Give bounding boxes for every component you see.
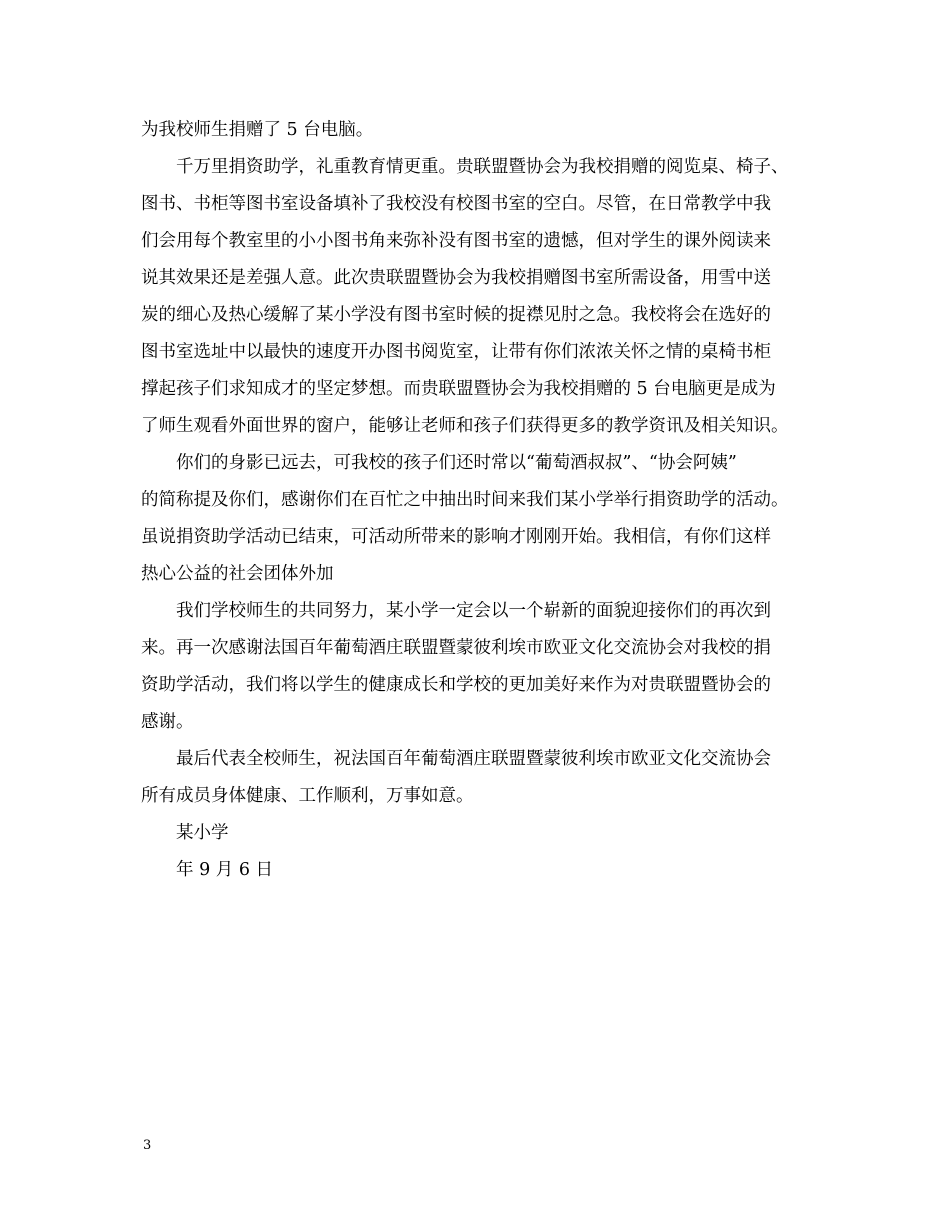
text-line: 所有成员身体健康、工作顺利，万事如意。 — [141, 786, 474, 806]
paragraph-start-line: 你们的身影已远去，可我校的孩子们还时常以“葡萄酒叔叔”、“协会阿姨” — [176, 453, 737, 473]
text-line: 图书室选址中以最快的速度开办图书阅览室，让带有你们浓浓关怀之情的桌椅书柜 — [141, 342, 771, 362]
text-line: 为我校师生捐赠了 5 台电脑。 — [141, 120, 374, 140]
text-line: 图书、书柜等图书室设备填补了我校没有校图书室的空白。尽管，在日常教学中我 — [141, 194, 771, 214]
page-number: 3 — [143, 1138, 152, 1153]
paragraph-start-line: 最后代表全校师生，祝法国百年葡萄酒庄联盟暨蒙彼利埃市欧亚文化交流协会 — [176, 749, 771, 769]
text-line: 说其效果还是差强人意。此次贵联盟暨协会为我校捐赠图书室所需设备，用雪中送 — [141, 268, 771, 288]
text-line: 来。再一次感谢法国百年葡萄酒庄联盟暨蒙彼利埃市欧亚文化交流协会对我校的捐 — [141, 638, 771, 658]
paragraph-start-line: 千万里捐资助学，礼重教育情更重。贵联盟暨协会为我校捐赠的阅览桌、椅子、 — [176, 157, 789, 177]
text-line: 感谢。 — [141, 712, 194, 732]
paragraph-start-line: 我们学校师生的共同努力，某小学一定会以一个崭新的面貌迎接你们的再次到 — [176, 601, 771, 621]
text-line: 们会用每个教室里的小小图书角来弥补没有图书室的遗憾，但对学生的课外阅读来 — [141, 231, 771, 251]
text-line: 热心公益的社会团体外加 — [141, 564, 334, 584]
text-line: 资助学活动，我们将以学生的健康成长和学校的更加美好来作为对贵联盟暨协会的 — [141, 675, 771, 695]
text-line: 了师生观看外面世界的窗户，能够让老师和孩子们获得更多的教学资讯及相关知识。 — [141, 416, 789, 436]
text-line: 虽说捐资助学活动已结束，可活动所带来的影响才刚刚开始。我相信，有你们这样 — [141, 527, 771, 547]
text-line: 的简称提及你们，感谢你们在百忙之中抽出时间来我们某小学举行捐资助学的活动。 — [141, 490, 789, 510]
text-line: 炭的细心及热心缓解了某小学没有图书室时候的捉襟见肘之急。我校将会在选好的 — [141, 305, 771, 325]
text-line: 撑起孩子们求知成才的坚定梦想。而贵联盟暨协会为我校捐赠的 5 台电脑更是成为 — [141, 379, 776, 399]
signature-date: 年 9 月 6 日 — [176, 860, 274, 880]
signature-school: 某小学 — [176, 823, 229, 843]
